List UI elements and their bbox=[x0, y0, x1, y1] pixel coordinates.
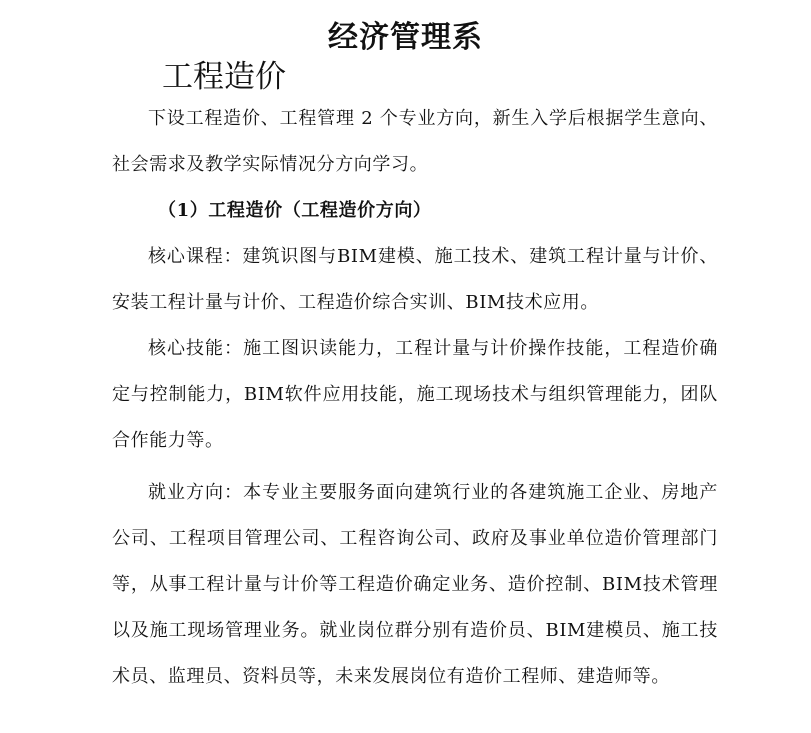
core-courses-paragraph: 核心课程：建筑识图与BIM建模、施工技术、建筑工程计量与计价、安装工程计量与计价、工程造价综合实训、BIM技术应用。 bbox=[112, 246, 718, 313]
employment-paragraph: 就业方向：本专业主要服务面向建筑行业的各建筑施工企业、房地产公司、工程项目管理公司、工程咨询公司、政府及事业单位造价管理部门等，从事工程计量与计价等工程造价确定业务、造价控制、BIM技术管理以及施工现场管理业务。就业岗位群分别有造价员、BIM建模员、施工技术员、监理员、资料员等，未来发展岗位有造价工程师、建造师等。 bbox=[112, 482, 718, 687]
department-title: 经济管理系 bbox=[328, 20, 483, 55]
intro-paragraph: 下设工程造价、工程管理 2 个专业方向，新生入学后根据学生意向、社会需求及教学实际情况分方向学习。 bbox=[112, 108, 718, 175]
direction-heading: （1）工程造价（工程造价方向） bbox=[158, 200, 432, 221]
major-title: 工程造价 bbox=[162, 59, 286, 95]
document-body bbox=[112, 96, 718, 700]
core-skills-paragraph: 核心技能：施工图识读能力，工程计量与计价操作技能，工程造价确定与控制能力，BIM软件应用技能，施工现场技术与组织管理能力，团队合作能力等。 bbox=[112, 338, 718, 451]
